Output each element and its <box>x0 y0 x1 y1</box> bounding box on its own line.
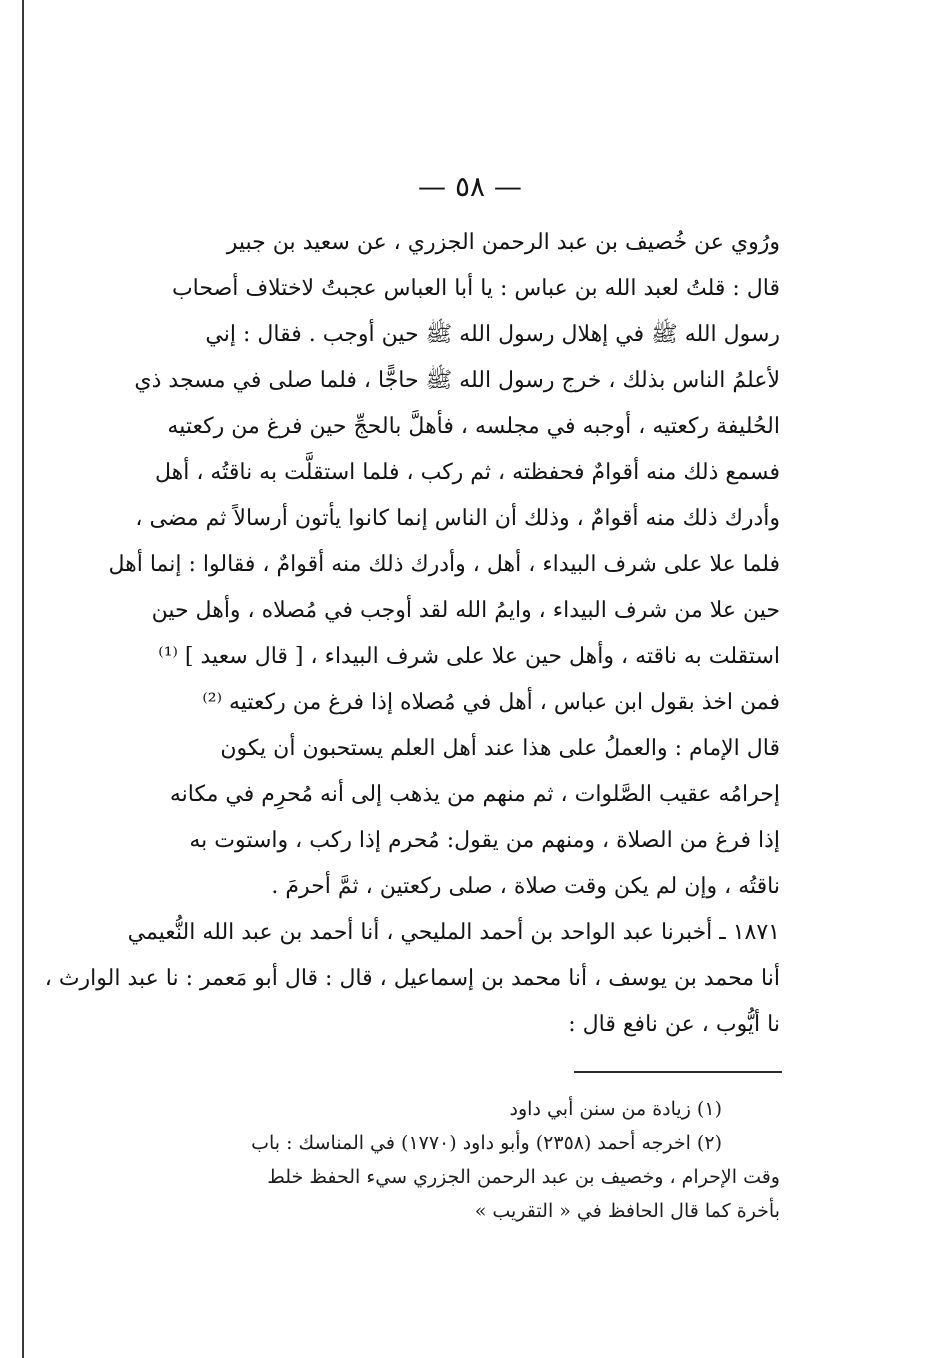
text-line: نا أيُّوب ، عن نافع قال : <box>568 1012 780 1037</box>
paragraph-hadith-khusayf <box>108 220 780 726</box>
paragraph-imam-commentary <box>128 726 780 910</box>
text-line: قال الإمام : والعملُ على هذا عند أهل العلم يستحبون أن يكون <box>220 736 780 761</box>
footnote-2-continued: وقت الإحرام ، وخصيف بن عبد الرحمن الجزري سيء الحفظ خلط <box>267 1166 780 1188</box>
footnote-separator <box>574 1071 782 1073</box>
text-line: لأعلمُ الناس بذلك ، خرج رسول الله ﷺ حاجًّا ، فلما صلى في مسجد ذي <box>134 368 780 393</box>
text-line: فمن اخذ بقول ابن عباس ، أهل في مُصلاه إذا فرغ من ركعتيه ⁽²⁾ <box>202 690 780 715</box>
footnote-1: (١) زيادة من سنن أبي داود <box>509 1098 722 1120</box>
text-line: ناقتُه ، وإن لم يكن وقت صلاة ، صلى ركعتين ، ثمَّ أحرمَ . <box>271 874 780 899</box>
page-number: — ٥٨ — <box>418 170 522 203</box>
footnotes <box>128 1092 780 1228</box>
page-edge-rule <box>22 0 24 1358</box>
text-line: الحُليفة ركعتيه ، أوجبه في مجلسه ، فأهلَّ بالحجِّ حين فرغ من ركعتيه <box>167 414 780 439</box>
text-line: فلما علا على شرف البيداء ، أهل ، وأدرك ذلك منه أقوامٌ ، فقالوا : إنما أهل <box>108 552 780 577</box>
paragraph-hadith-1871 <box>44 910 780 1048</box>
text-line: أنا محمد بن يوسف ، أنا محمد بن إسماعيل ، قال : قال أبو مَعمر : نا عبد الوارث ، <box>44 966 780 991</box>
footnote-2: (٢) اخرجه أحمد (٢٣٥٨) وأبو داود (١٧٧٠) في المناسك : باب <box>251 1132 722 1154</box>
text-line: ١٨٧١ ـ أخبرنا عبد الواحد بن أحمد المليحي ، أنا أحمد بن عبد الله النُّعيمي <box>127 920 780 945</box>
text-line: إذا فرغ من الصلاة ، ومنهم من يقول: مُحرم إذا ركب ، واستوت به <box>189 828 780 853</box>
text-line: قال : قلتُ لعبد الله بن عباس : يا أبا العباس عجبتُ لاختلاف أصحاب <box>171 276 780 301</box>
text-line: فسمع ذلك منه أقوامٌ فحفظته ، ثم ركب ، فلما استقلَّت به ناقتُه ، أهل <box>154 460 780 485</box>
footnote-2-continued: بأخرة كما قال الحافظ في « التقريب » <box>474 1200 780 1222</box>
text-line: رسول الله ﷺ في إهلال رسول الله ﷺ حين أوجب . فقال : إني <box>205 322 780 347</box>
text-line: حين علا من شرف البيداء ، وايمُ الله لقد أوجب في مُصلاه ، وأهل حين <box>151 598 780 623</box>
text-line: ورُوي عن خُصيف بن عبد الرحمن الجزري ، عن سعيد بن جبير <box>226 230 780 255</box>
text-line: استقلت به ناقته ، وأهل حين علا على شرف البيداء ، [ قال سعيد ] ⁽¹⁾ <box>158 644 780 669</box>
text-line: إحرامُه عقيب الصَّلوات ، ثم منهم من يذهب إلى أنه مُحرِم في مكانه <box>169 782 780 807</box>
text-line: وأدرك ذلك منه أقوامٌ ، وذلك أن الناس إنما كانوا يأتون أرسالاً ثم مضى ، <box>135 506 780 531</box>
